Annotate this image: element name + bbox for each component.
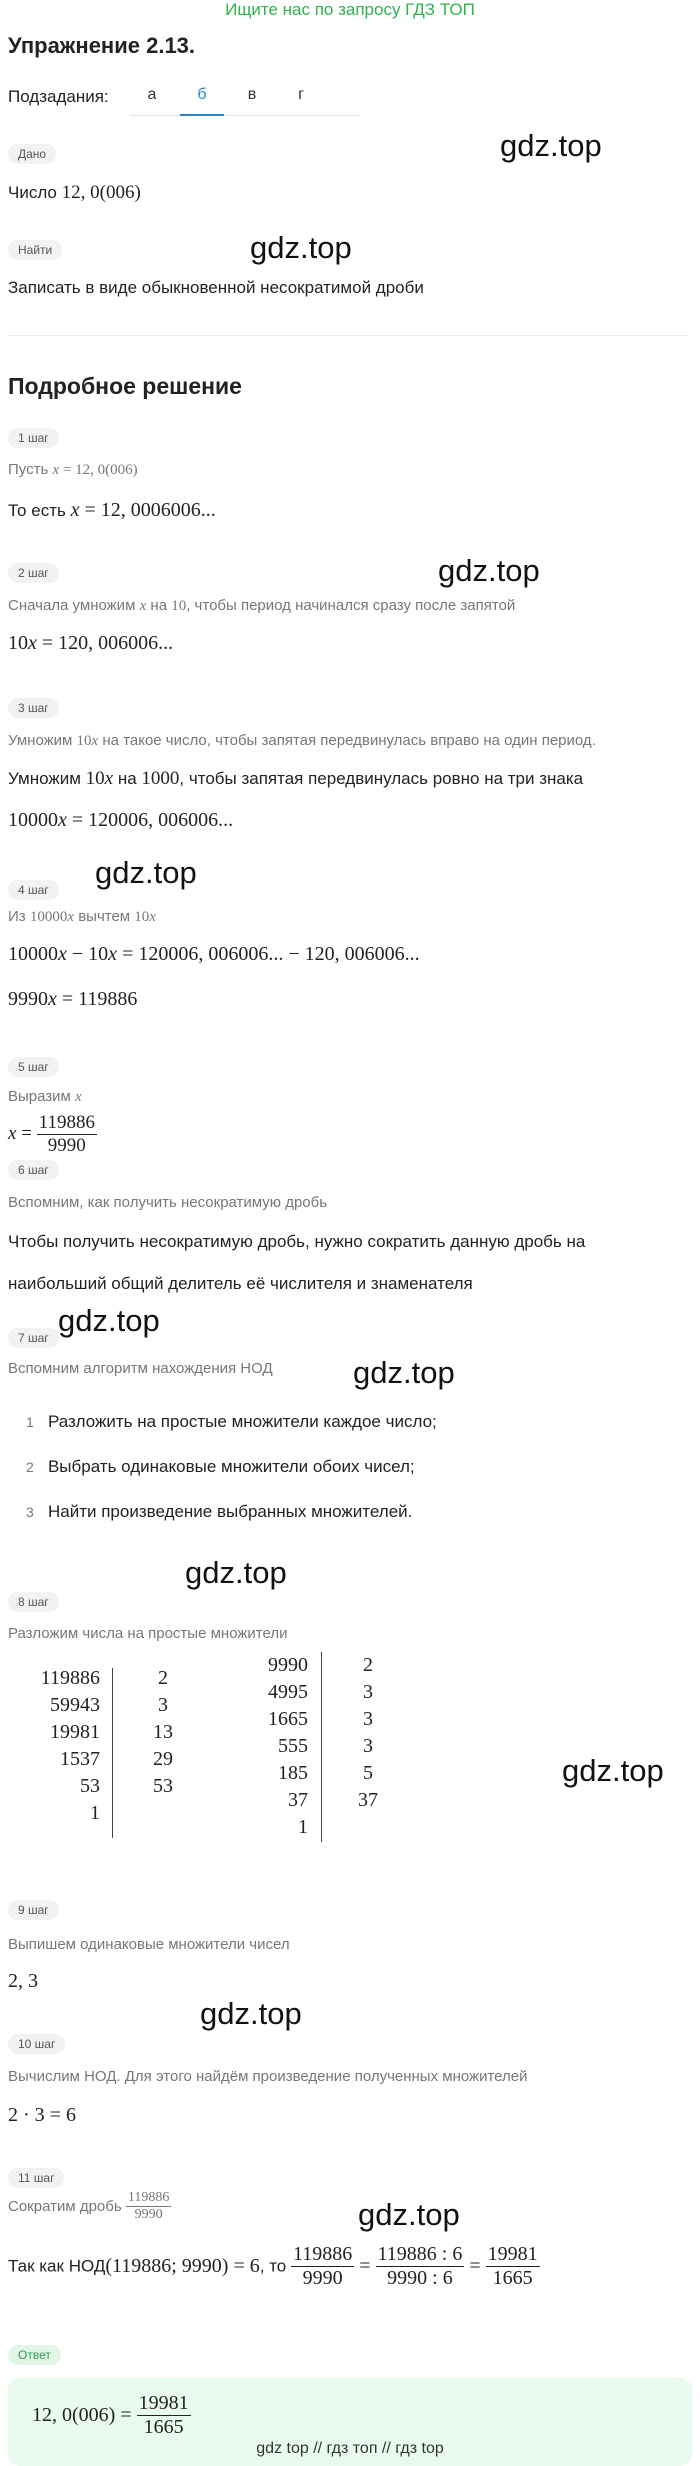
step-5-badge: 5 шаг xyxy=(8,1057,59,1077)
answer-math: 12, 0(006) = $\frac{19981}{1665}$ xyxy=(32,2392,189,2438)
watermark: gdz.top xyxy=(438,553,540,588)
watermark: gdz.top xyxy=(358,2197,460,2232)
watermark: gdz.top xyxy=(562,1753,664,1788)
step-2-math: 10x = 120, 006006... xyxy=(8,632,174,654)
step-10-math: 2 · 3 = 6 xyxy=(8,2104,76,2126)
step-5-math: x = $\frac{119886}{9990}$ xyxy=(8,1112,95,1156)
step-8-hint: Разложим числа на простые множители xyxy=(8,1625,288,1642)
given-label: Число xyxy=(8,183,57,202)
step-11-hint: Сократим дробь $\frac{119886}{9990}$ xyxy=(8,2190,170,2222)
step-4-math-2: 9990x = 119886 xyxy=(8,988,138,1010)
watermark: gdz.top xyxy=(95,855,197,890)
answer-badge: Ответ xyxy=(8,2345,61,2365)
gcd-algorithm-list xyxy=(26,1412,437,1547)
step-1-badge: 1 шаг xyxy=(8,428,59,448)
step-6-text-2: наибольший общий делитель её числителя и знаменателя xyxy=(8,1274,473,1293)
factorization-left-divider xyxy=(112,1668,113,1838)
fraction: $\frac{119886}{9990}$ xyxy=(292,2243,353,2289)
top-banner: Ищите нас по запросу ГДЗ ТОП xyxy=(225,0,475,19)
step-3-text: Умножим 10x на 1000, чтобы запятая передвинулась ровно на три знака xyxy=(8,768,584,789)
step-2-hint: Сначала умножим x на 10, чтобы период начинался сразу после запятой xyxy=(8,597,516,614)
step-4-badge: 4 шаг xyxy=(8,880,59,900)
step-8-badge: 8 шаг xyxy=(8,1592,59,1612)
given-value: 12, 0(006) xyxy=(61,182,141,203)
step-9-math: 2, 3 xyxy=(8,1970,38,1992)
step-2-badge: 2 шаг xyxy=(8,563,59,583)
tabs-divider xyxy=(130,115,360,116)
step-3-hint: Умножим 10x на такое число, чтобы запятая передвинулась вправо на один период. xyxy=(8,732,596,749)
watermark: gdz.top xyxy=(353,1355,455,1390)
step-4-hint: Из 10000x вычтем 10x xyxy=(8,908,156,925)
step-3-math: 10000x = 120006, 006006... xyxy=(8,809,234,831)
factorization-left-factors: 2 3 13 29 53 xyxy=(153,1667,173,1797)
step-6-text-1: Чтобы получить несократимую дробь, нужно сократить данную дробь на xyxy=(8,1232,586,1251)
solution-title: Подробное решение xyxy=(8,373,242,399)
subtasks-label: Подзадания: xyxy=(8,87,109,106)
watermark: gdz.top xyxy=(200,1996,302,2031)
tab-b[interactable]: б xyxy=(197,86,207,103)
list-item: 2 Выбрать одинаковые множители обоих чисел; xyxy=(26,1457,415,1476)
step-11-text: Так как НОД(119886; 9990) = 6, то $\frac{119886}{9990}$ = $\frac{119886 : 6}{9990 : 6}$ = $\frac{19981}{1665}$ xyxy=(8,2243,538,2289)
tab-v[interactable]: в xyxy=(247,86,257,103)
fraction: $\frac{19981}{1665}$ xyxy=(138,2392,189,2438)
fraction: $\frac{119886}{9990}$ xyxy=(127,2190,170,2222)
step-1-text: То есть x = 12, 0006006... xyxy=(8,499,216,521)
find-text: Записать в виде обыкновенной несократимой дроби xyxy=(8,278,424,297)
step-6-hint: Вспомним, как получить несократимую дробь xyxy=(8,1194,328,1211)
step-11-badge: 11 шаг xyxy=(8,2168,64,2188)
step-9-hint: Выпишем одинаковые множители чисел xyxy=(8,1936,290,1953)
given-text xyxy=(8,182,141,204)
step-1-hint: Пусть x = 12, 0(006) xyxy=(8,461,138,478)
fraction: $\frac{119886}{9990}$ xyxy=(38,1112,95,1156)
step-3-badge: 3 шаг xyxy=(8,698,59,718)
step-5-hint: Выразим x xyxy=(8,1088,82,1105)
watermark: gdz.top xyxy=(500,128,602,163)
tab-a[interactable]: а xyxy=(147,86,157,103)
active-tab-indicator xyxy=(180,114,224,116)
given-badge: Дано xyxy=(8,144,56,164)
step-7-hint: Вспомним алгоритм нахождения НОД xyxy=(8,1360,273,1377)
divider xyxy=(8,335,688,336)
fraction: $\frac{19981}{1665}$ xyxy=(487,2243,538,2289)
step-10-badge: 10 шаг xyxy=(8,2034,65,2054)
factorization-right-factors: 2 3 3 3 5 37 xyxy=(358,1654,378,1811)
footer: gdz top // гдз топ // гдз top xyxy=(256,2440,444,2457)
step-10-hint: Вычислим НОД. Для этого найдём произведение полученных множителей xyxy=(8,2068,528,2085)
factorization-right-divider xyxy=(321,1652,322,1842)
watermark: gdz.top xyxy=(185,1555,287,1590)
factorization-right-numbers: 9990 4995 1665 555 185 37 1 xyxy=(268,1654,308,1838)
find-badge: Найти xyxy=(8,240,62,260)
step-9-badge: 9 шаг xyxy=(8,1900,59,1920)
watermark: gdz.top xyxy=(250,230,352,265)
factorization-left-numbers: 119886 59943 19981 1537 53 1 xyxy=(40,1667,100,1824)
step-7-badge: 7 шаг xyxy=(8,1328,59,1348)
fraction: $\frac{119886 : 6}{9990 : 6}$ xyxy=(377,2243,463,2289)
step-4-math-1: 10000x − 10x = 120006, 006006... − 120, 006006... xyxy=(8,943,420,965)
watermark: gdz.top xyxy=(58,1303,160,1338)
tab-g[interactable]: г xyxy=(298,86,304,103)
list-item: 3 Найти произведение выбранных множителей. xyxy=(26,1502,413,1521)
step-6-badge: 6 шаг xyxy=(8,1160,59,1180)
list-item: 1 Разложить на простые множители каждое число; xyxy=(26,1412,437,1431)
page-title: Упражнение 2.13. xyxy=(8,33,196,58)
